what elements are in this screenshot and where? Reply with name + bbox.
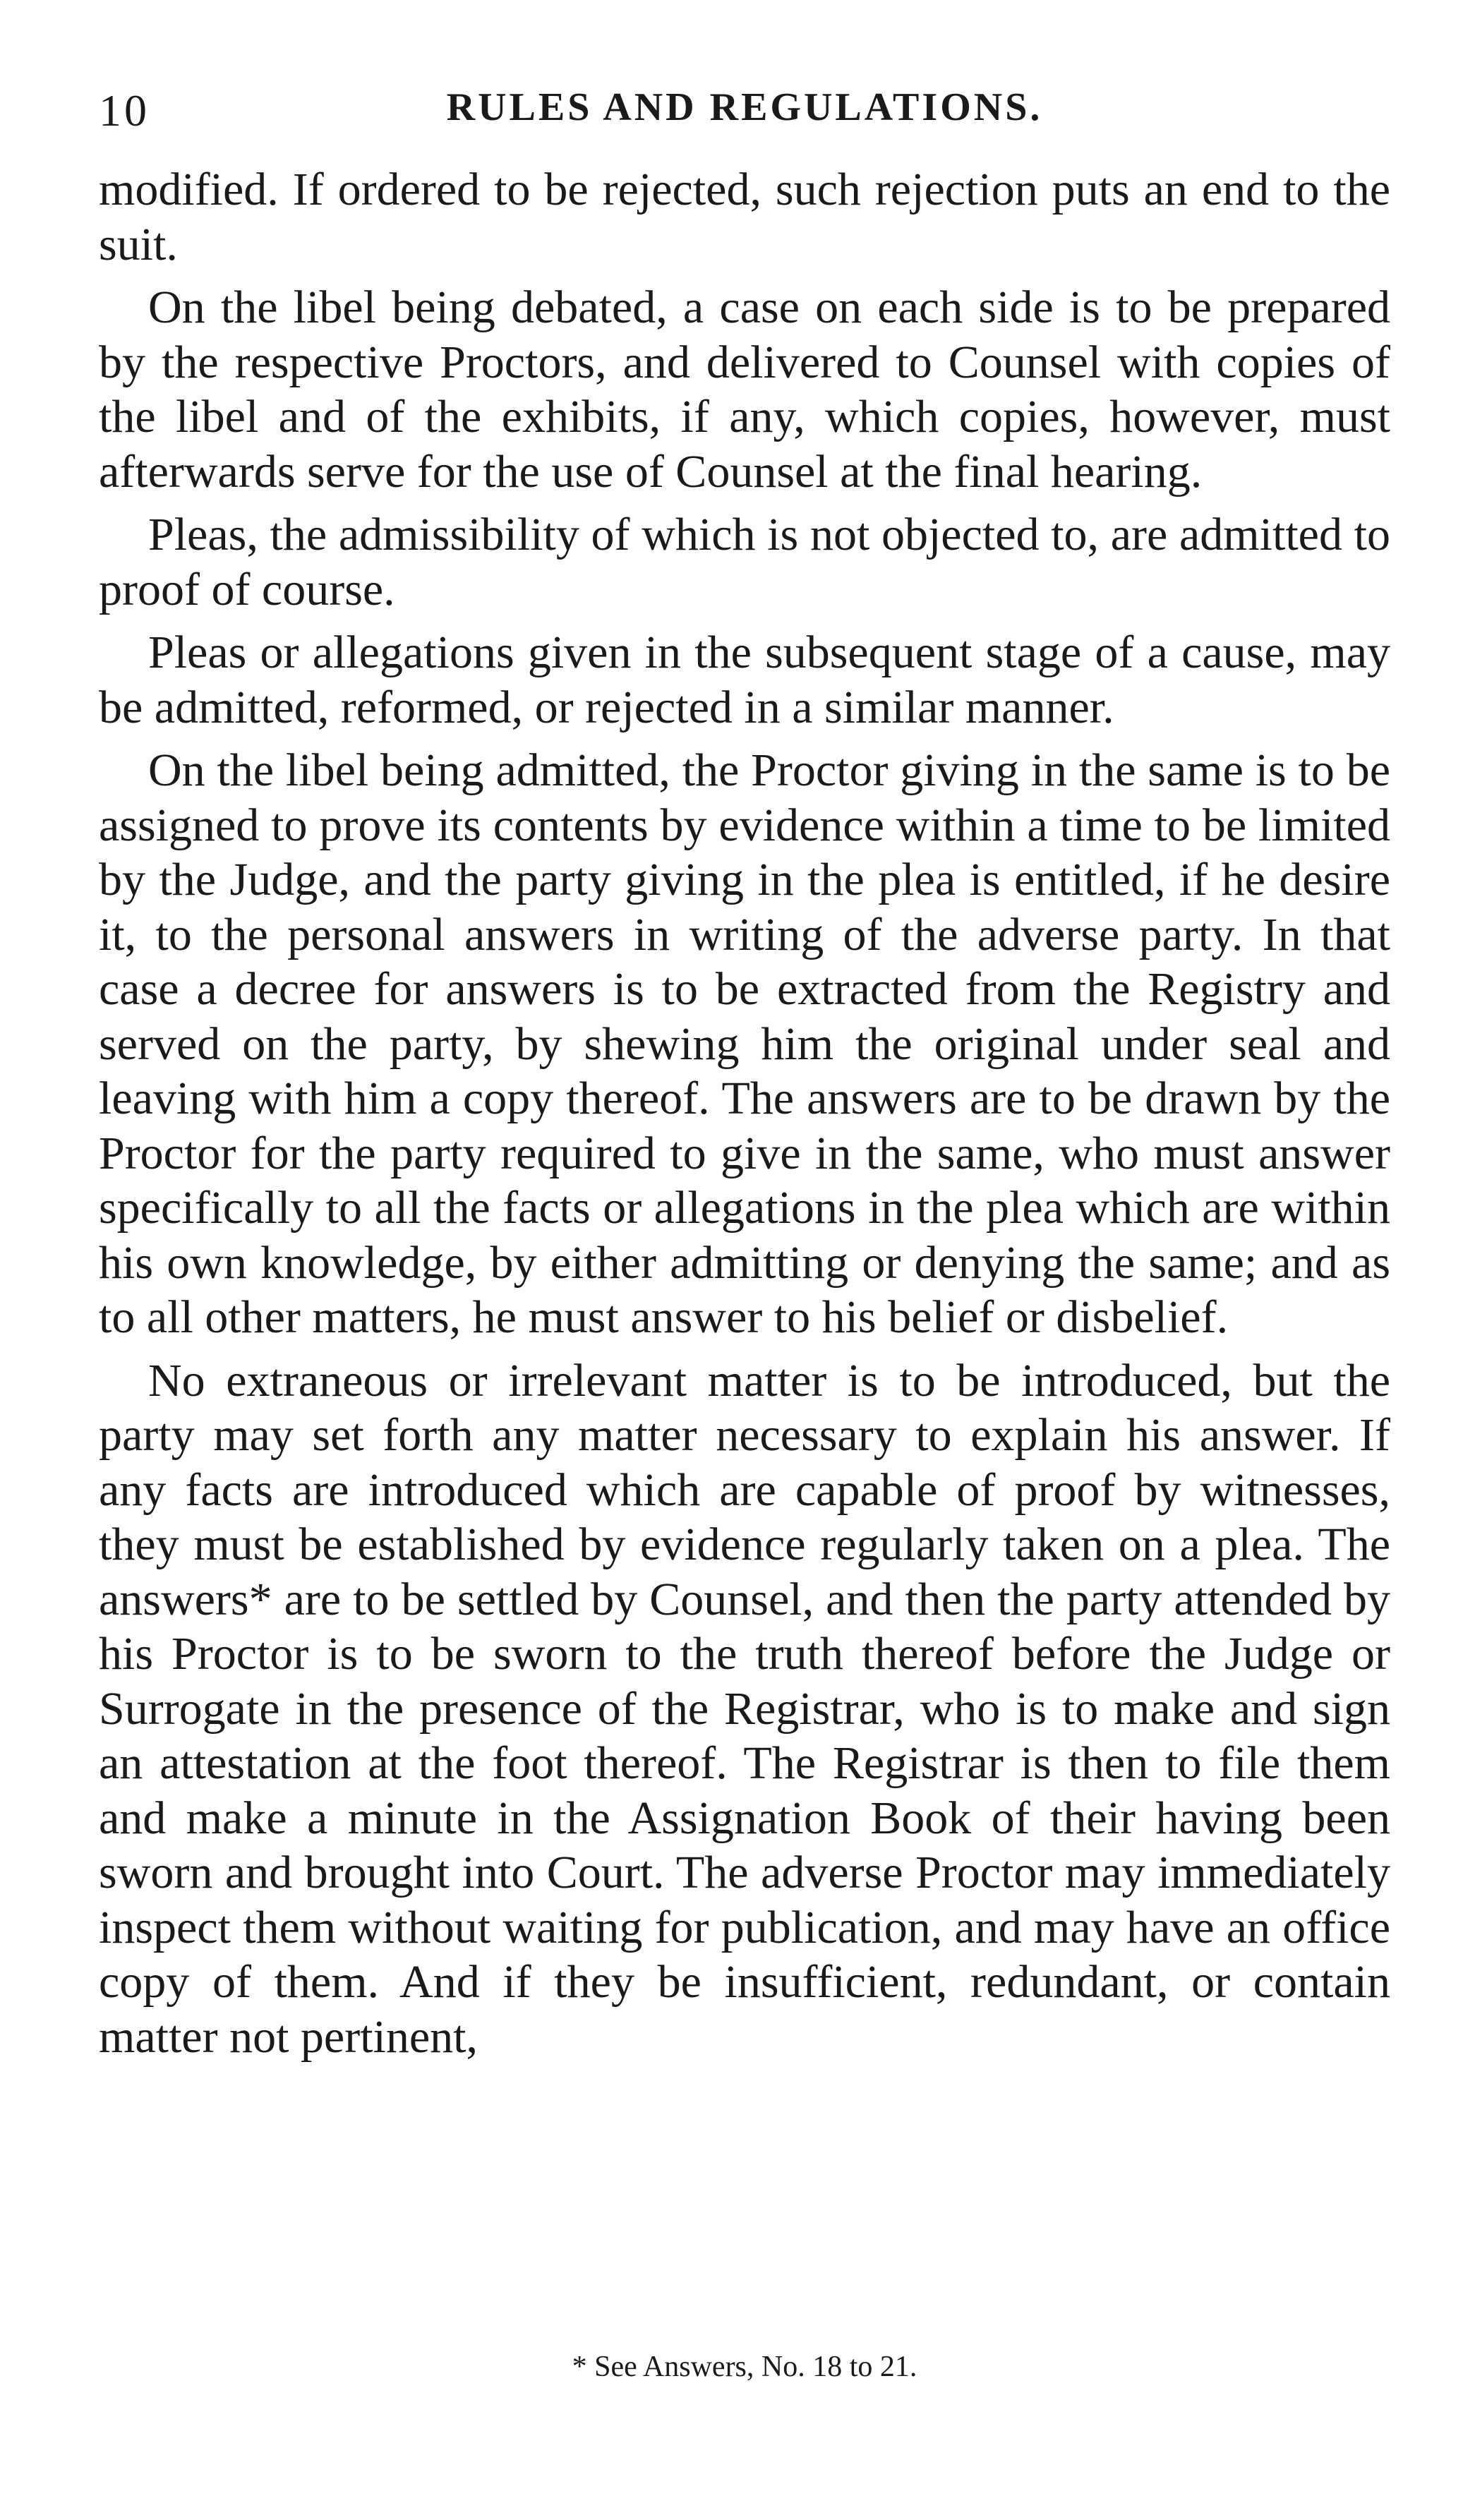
body-text <box>99 162 1390 2064</box>
page-number: 10 <box>99 85 150 135</box>
paragraph-1: modified. If ordered to be rejected, such rejection puts an end to the suit. <box>99 164 1390 270</box>
running-title: RULES AND REGULATIONS. <box>446 85 1043 129</box>
paragraph-3: Pleas, the admissibility of which is not objected to, are admitted to proof of course. <box>99 509 1390 615</box>
paragraph-5: On the libel being admitted, the Proctor giving in the same is to be assigned to prove its contents by evidence within a time to be limited by the Judge, and the party giving in the plea is entitled, if he desire it, to the personal answers in writing of the adverse party. In that case a decree for answers is to be extracted from the Registry and served on the party, by shewing him the original under seal and leaving with him a copy thereof. The answers are to be drawn by the Proctor for the party required to give in the same, who must answer specifically to all the facts or allegations in the plea which are within his own knowledge, by either admitting or denying the same; and as to all other matters, he must answer to his belief or disbelief. <box>99 744 1390 1343</box>
footnote-marker: * <box>572 2351 587 2383</box>
paragraph-4: Pleas or allegations given in the subsequent stage of a cause, may be admitted, reformed, or rejected in a similar manner. <box>99 627 1390 733</box>
footnote <box>99 2350 1390 2384</box>
paragraph-2: On the libel being debated, a case on each side is to be prepared by the respective Proctors, and delivered to Counsel with copies of the libel and of the exhibits, if any, which copies, however, must afterwards serve for the use of Counsel at the final hearing. <box>99 282 1390 498</box>
book-page <box>99 85 1390 2442</box>
footnote-text: See Answers, No. 18 to 21. <box>594 2351 917 2383</box>
paragraph-6: No extraneous or irrelevant matter is to be introduced, but the party may set forth any matter necessary to explain his answer. If any facts are introduced which are capable of proof by witnesses, they must be established by evidence regularly taken on a plea. The answers* are to be settled by Counsel, and then the party attended by his Proctor is to be sworn to the truth thereof before the Judge or Surrogate in the presence of the Registrar, who is to make and sign an attestation at the foot thereof. The Registrar is then to file them and make a minute in the Assignation Book of their having been sworn and brought into Court. The adverse Proctor may immediately inspect them without waiting for publication, and may have an office copy of them. And if they be insufficient, redundant, or contain matter not pertinent, <box>99 1354 1390 2063</box>
running-head <box>99 85 1390 162</box>
